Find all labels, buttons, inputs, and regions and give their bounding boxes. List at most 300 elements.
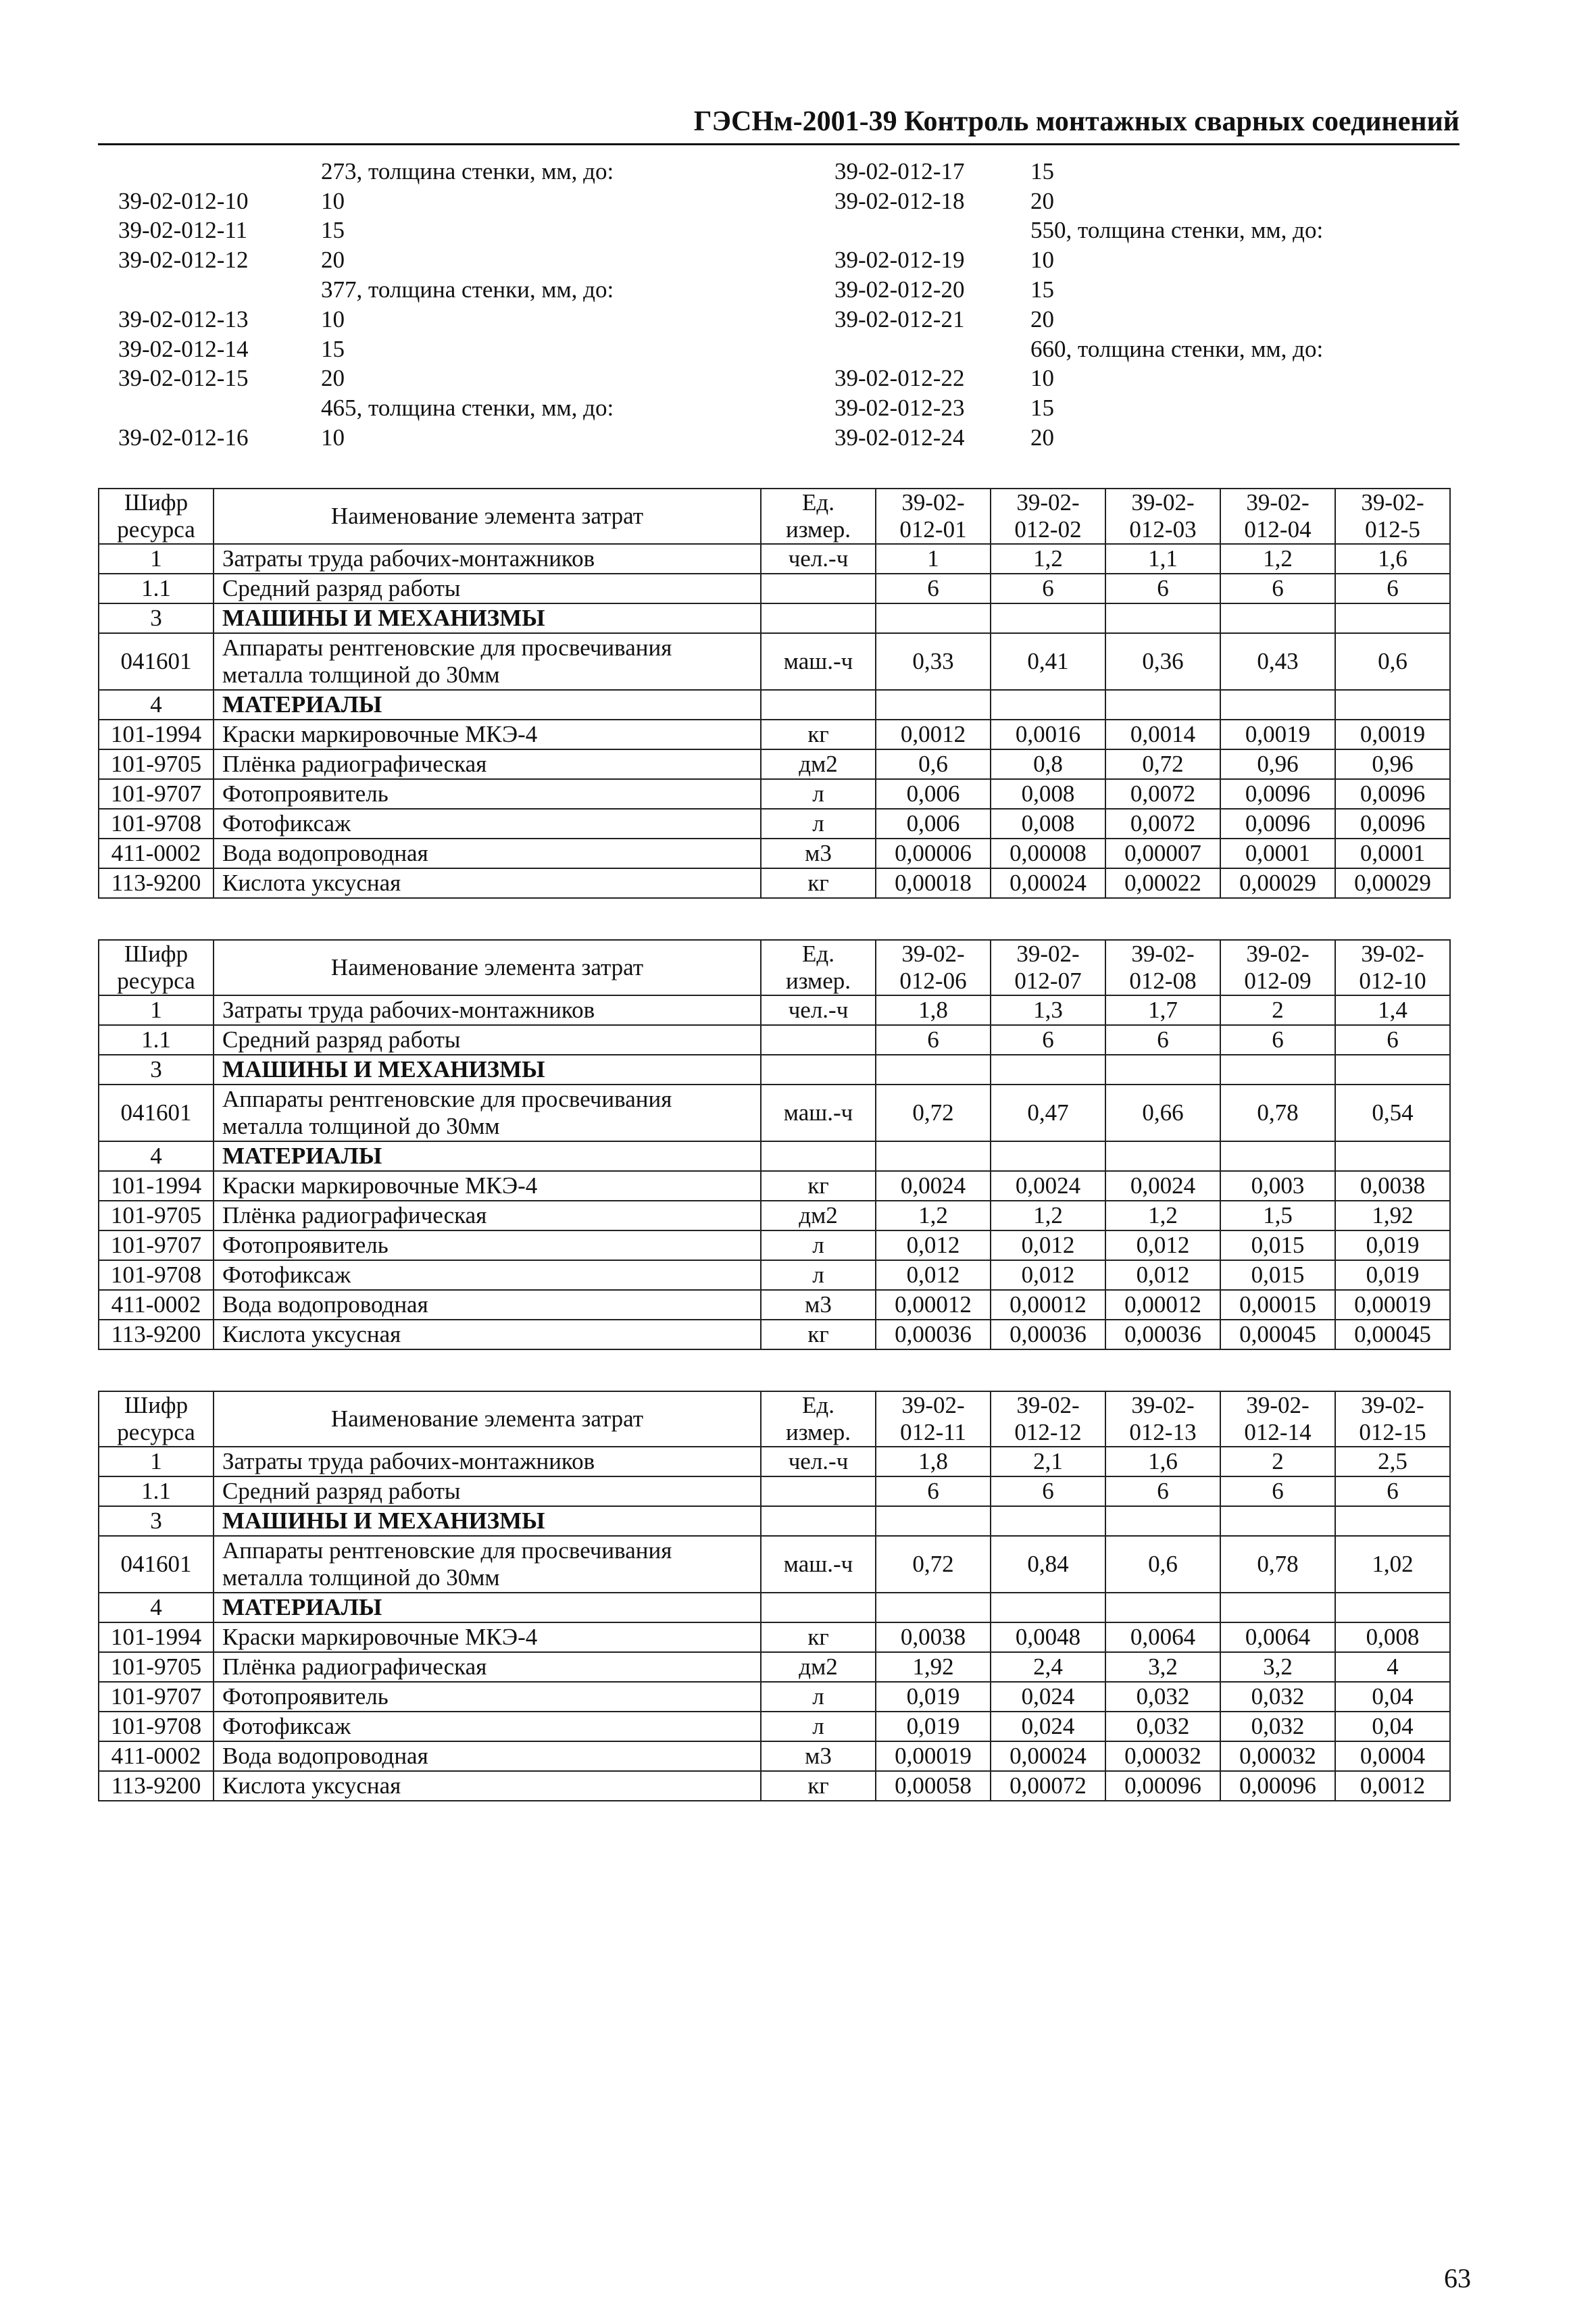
value-cell: 0,00045 (1220, 1320, 1335, 1349)
value-cell: 0,78 (1220, 1085, 1335, 1141)
resource-unit (761, 1141, 876, 1171)
code-list-cell: 15 (1030, 395, 1054, 422)
resource-name: МАТЕРИАЛЫ (214, 690, 761, 720)
value-cell (1335, 1593, 1450, 1622)
value-cell: 0,024 (991, 1712, 1105, 1741)
code-list-cell (834, 216, 1030, 246)
value-cell (1335, 603, 1450, 633)
resource-unit: кг (761, 720, 876, 749)
code-list-cell: 15 (1030, 276, 1054, 303)
table-row (99, 1741, 1450, 1771)
resource-code: 101-9708 (99, 1712, 214, 1741)
resource-code: 411-0002 (99, 1290, 214, 1320)
header-code-line1: Шифр (124, 1392, 189, 1418)
value-cell: 0,006 (876, 779, 991, 809)
value-cell: 0,6 (876, 749, 991, 779)
code-list-cell: 39-02-012-24 (834, 424, 965, 451)
value-cell (1220, 1141, 1335, 1171)
header-norm-code-line2: 012-5 (1365, 516, 1420, 543)
value-cell (1335, 1055, 1450, 1085)
resource-unit: маш.-ч (761, 1536, 876, 1593)
value-cell (991, 1593, 1105, 1622)
resource-code: 101-1994 (99, 1171, 214, 1201)
value-cell: 0,0096 (1335, 779, 1450, 809)
value-cell: 0,008 (991, 809, 1105, 839)
header-norm-code (1335, 489, 1450, 544)
value-cell (1335, 690, 1450, 720)
value-cell: 0,0019 (1220, 720, 1335, 749)
header-code-line2: ресурса (117, 516, 195, 543)
resource-name: Плёнка радиографическая (214, 1201, 761, 1230)
code-list-cell: 39-02-012-13 (118, 305, 249, 332)
header-unit-line2: измер. (786, 516, 851, 543)
header-norm-code (1220, 489, 1335, 544)
resource-code: 113-9200 (99, 1320, 214, 1349)
value-cell: 0,33 (876, 633, 991, 690)
value-cell: 0,0012 (1335, 1771, 1450, 1801)
value-cell (1105, 690, 1220, 720)
header-norm-code-line1: 39-02- (1131, 1392, 1195, 1418)
value-cell: 0,00019 (876, 1741, 991, 1771)
value-cell: 0,032 (1220, 1712, 1335, 1741)
value-cell (1335, 1506, 1450, 1536)
code-list-cell: 10 (321, 305, 345, 332)
header-name: Наименование элемента затрат (214, 1391, 761, 1447)
resource-code: 101-9705 (99, 1652, 214, 1682)
header-norm-code (1220, 940, 1335, 995)
resource-name: Кислота уксусная (214, 1771, 761, 1801)
code-list-row (118, 157, 1456, 186)
table-head (99, 940, 1450, 995)
resource-code: 101-9708 (99, 1260, 214, 1290)
header-row (99, 940, 1450, 995)
resource-name: Затраты труда рабочих-монтажников (214, 1447, 761, 1476)
value-cell (1105, 1055, 1220, 1085)
value-cell: 1,2 (1220, 544, 1335, 574)
value-cell: 2,1 (991, 1447, 1105, 1476)
resource-unit (761, 1506, 876, 1536)
value-cell: 0,00036 (876, 1320, 991, 1349)
value-cell: 1,6 (1105, 1447, 1220, 1476)
table-row (99, 1652, 1450, 1682)
value-cell: 6 (1335, 1025, 1450, 1055)
header-norm-code-line2: 012-11 (900, 1419, 966, 1445)
value-cell: 0,41 (991, 633, 1105, 690)
table-row (99, 1290, 1450, 1320)
value-cell (991, 603, 1105, 633)
resource-code: 101-9705 (99, 749, 214, 779)
table-head (99, 489, 1450, 544)
code-list-cell: 20 (1030, 305, 1054, 332)
resource-unit: л (761, 1712, 876, 1741)
header-norm-code-line1: 39-02- (1016, 489, 1080, 516)
value-cell: 0,47 (991, 1085, 1105, 1141)
header-norm-code-line1: 39-02- (1361, 1392, 1424, 1418)
value-cell: 0,84 (991, 1536, 1105, 1593)
header-norm-code-line1: 39-02- (1016, 1392, 1080, 1418)
resource-code: 101-1994 (99, 1622, 214, 1652)
value-cell: 3,2 (1105, 1652, 1220, 1682)
value-cell: 0,012 (991, 1260, 1105, 1290)
header-norm-code (876, 489, 991, 544)
header-unit-line1: Ед. (802, 489, 834, 516)
page-number: 63 (1444, 2263, 1471, 2293)
code-list-cell: 465, толщина стенки, мм, до: (321, 395, 614, 422)
code-list-cell: 20 (1030, 424, 1054, 451)
value-cell: 1,8 (876, 1447, 991, 1476)
code-list-cell: 39-02-012-12 (118, 247, 249, 274)
value-cell: 0,00029 (1220, 868, 1335, 898)
resource-code: 101-9705 (99, 1201, 214, 1230)
value-cell: 1,7 (1105, 995, 1220, 1025)
value-cell: 0,008 (1335, 1622, 1450, 1652)
header-norm-code-line1: 39-02- (1016, 941, 1080, 967)
value-cell: 0,96 (1335, 749, 1450, 779)
table-row (99, 603, 1450, 633)
value-cell: 1,6 (1335, 544, 1450, 574)
value-cell: 0,008 (991, 779, 1105, 809)
code-list-cell: 10 (1030, 247, 1054, 274)
value-cell: 2,4 (991, 1652, 1105, 1682)
resource-name: Аппараты рентгеновские для просвечивания металла толщиной до 30мм (214, 1536, 761, 1593)
resource-unit (761, 1055, 876, 1085)
value-cell: 0,019 (1335, 1260, 1450, 1290)
resource-code: 101-1994 (99, 720, 214, 749)
page-header: ГЭСНм-2001-39 Контроль монтажных сварных соединений (98, 101, 1460, 145)
value-cell: 0,72 (1105, 749, 1220, 779)
header-norm-code (991, 489, 1105, 544)
header-norm-code-line2: 012-13 (1129, 1419, 1197, 1445)
resource-code: 3 (99, 1506, 214, 1536)
value-cell: 6 (876, 574, 991, 603)
resource-name: Фотофиксаж (214, 1260, 761, 1290)
value-cell: 0,8 (991, 749, 1105, 779)
value-cell: 0,00008 (991, 839, 1105, 868)
header-norm-code (991, 940, 1105, 995)
header-norm-code-line1: 39-02- (901, 1392, 965, 1418)
resource-name: МАШИНЫ И МЕХАНИЗМЫ (214, 1506, 761, 1536)
header-norm-code (991, 1391, 1105, 1447)
table-row (99, 809, 1450, 839)
value-cell: 1,5 (1220, 1201, 1335, 1230)
value-cell (1105, 1141, 1220, 1171)
value-cell: 0,00022 (1105, 868, 1220, 898)
code-list-cell: 660, толщина стенки, мм, до: (1030, 335, 1324, 362)
resource-unit (761, 1476, 876, 1506)
table-row (99, 1447, 1450, 1476)
header-norm-code-line2: 012-06 (899, 968, 967, 994)
value-cell: 0,0096 (1335, 809, 1450, 839)
table-row (99, 839, 1450, 868)
resource-code: 101-9708 (99, 809, 214, 839)
value-cell: 0,012 (991, 1230, 1105, 1260)
header-norm-code-line2: 012-02 (1014, 516, 1082, 543)
table-row (99, 1025, 1450, 1055)
header-row (99, 1391, 1450, 1447)
value-cell (1220, 603, 1335, 633)
value-cell: 1,2 (876, 1201, 991, 1230)
code-list-row (118, 245, 1456, 275)
code-list-cell: 550, толщина стенки, мм, до: (1030, 217, 1324, 244)
header-code-line2: ресурса (117, 968, 195, 994)
value-cell: 3,2 (1220, 1652, 1335, 1682)
resource-unit: кг (761, 1320, 876, 1349)
resource-name: МАШИНЫ И МЕХАНИЗМЫ (214, 1055, 761, 1085)
header-norm-code-line1: 39-02- (1246, 489, 1310, 516)
value-cell: 0,0072 (1105, 779, 1220, 809)
code-list-cell (118, 275, 321, 305)
value-cell: 0,0038 (1335, 1171, 1450, 1201)
value-cell: 0,0024 (876, 1171, 991, 1201)
header-norm-code-line2: 012-04 (1244, 516, 1312, 543)
code-list-cell (834, 334, 1030, 364)
table-row (99, 779, 1450, 809)
value-cell (1220, 1506, 1335, 1536)
header-norm-code-line2: 012-09 (1244, 968, 1312, 994)
value-cell: 0,00006 (876, 839, 991, 868)
value-cell: 6 (1220, 1025, 1335, 1055)
table-row (99, 1536, 1450, 1593)
resource-unit: л (761, 779, 876, 809)
value-cell: 0,00036 (991, 1320, 1105, 1349)
header-code (99, 940, 214, 995)
table-row (99, 1260, 1450, 1290)
table-row (99, 1230, 1450, 1260)
value-cell: 6 (1220, 1476, 1335, 1506)
resource-unit: дм2 (761, 749, 876, 779)
value-cell: 0,0064 (1220, 1622, 1335, 1652)
value-cell: 1,92 (876, 1652, 991, 1682)
resource-unit (761, 1025, 876, 1055)
code-list-row (118, 305, 1456, 334)
resource-code: 1.1 (99, 1476, 214, 1506)
resource-code: 113-9200 (99, 868, 214, 898)
table-row (99, 1622, 1450, 1652)
value-cell: 6 (1105, 574, 1220, 603)
header-norm-code-line2: 012-15 (1359, 1419, 1426, 1445)
cost-table-3 (98, 1391, 1451, 1801)
resource-unit: чел.-ч (761, 1447, 876, 1476)
header-norm-code-line2: 012-08 (1129, 968, 1197, 994)
resource-name: Кислота уксусная (214, 1320, 761, 1349)
code-list-cell: 15 (321, 335, 345, 362)
header-unit-line1: Ед. (802, 1392, 834, 1418)
value-cell: 6 (876, 1476, 991, 1506)
code-list-cell: 39-02-012-15 (118, 365, 249, 392)
value-cell: 0,0016 (991, 720, 1105, 749)
table-body (99, 544, 1450, 898)
code-list-cell: 377, толщина стенки, мм, до: (321, 276, 614, 303)
resource-code: 411-0002 (99, 1741, 214, 1771)
resource-name: Аппараты рентгеновские для просвечивания металла толщиной до 30мм (214, 633, 761, 690)
code-list-cell: 39-02-012-19 (834, 247, 965, 274)
value-cell: 0,032 (1220, 1682, 1335, 1712)
resource-code: 041601 (99, 633, 214, 690)
value-cell: 0,00024 (991, 868, 1105, 898)
resource-name: Фотопроявитель (214, 1230, 761, 1260)
value-cell: 6 (1105, 1476, 1220, 1506)
value-cell: 0,36 (1105, 633, 1220, 690)
header-code (99, 489, 214, 544)
header-code (99, 1391, 214, 1447)
value-cell: 0,0001 (1220, 839, 1335, 868)
header-norm-code-line2: 012-10 (1359, 968, 1426, 994)
value-cell: 0,00058 (876, 1771, 991, 1801)
value-cell (876, 1593, 991, 1622)
value-cell: 6 (991, 1025, 1105, 1055)
table-row (99, 720, 1450, 749)
resource-unit (761, 690, 876, 720)
value-cell: 1,92 (1335, 1201, 1450, 1230)
resource-unit: м3 (761, 839, 876, 868)
resource-unit: кг (761, 868, 876, 898)
table-row (99, 1506, 1450, 1536)
header-unit (761, 1391, 876, 1447)
code-list-cell: 10 (321, 187, 345, 214)
header-unit-line2: измер. (786, 968, 851, 994)
resource-unit: л (761, 1230, 876, 1260)
code-list-cell: 39-02-012-22 (834, 365, 965, 392)
header-code-line1: Шифр (124, 489, 189, 516)
code-list-cell: 15 (321, 217, 345, 244)
value-cell: 1,8 (876, 995, 991, 1025)
code-list-table (118, 157, 1456, 453)
resource-unit: л (761, 1260, 876, 1290)
value-cell: 0,019 (876, 1712, 991, 1741)
table-head (99, 1391, 1450, 1447)
value-cell (876, 690, 991, 720)
value-cell: 0,0064 (1105, 1622, 1220, 1652)
resource-code: 1 (99, 544, 214, 574)
table-row (99, 1141, 1450, 1171)
code-list-cell: 39-02-012-20 (834, 276, 965, 303)
value-cell: 0,78 (1220, 1536, 1335, 1593)
header-norm-code (1105, 1391, 1220, 1447)
code-list-cell: 10 (321, 424, 345, 451)
resource-name: Кислота уксусная (214, 868, 761, 898)
code-list-cell: 39-02-012-23 (834, 395, 965, 422)
code-list-cell: 39-02-012-17 (834, 157, 965, 184)
value-cell: 0,00096 (1105, 1771, 1220, 1801)
resource-unit: чел.-ч (761, 995, 876, 1025)
value-cell: 0,00032 (1105, 1741, 1220, 1771)
header-norm-code-line1: 39-02- (1361, 941, 1424, 967)
value-cell (991, 690, 1105, 720)
resource-name: МАТЕРИАЛЫ (214, 1593, 761, 1622)
code-list-cell (118, 393, 321, 423)
resource-code: 113-9200 (99, 1771, 214, 1801)
table-body (99, 995, 1450, 1349)
value-cell: 0,0014 (1105, 720, 1220, 749)
resource-unit: дм2 (761, 1201, 876, 1230)
value-cell: 0,00024 (991, 1741, 1105, 1771)
resource-code: 041601 (99, 1536, 214, 1593)
resource-name: Затраты труда рабочих-монтажников (214, 995, 761, 1025)
value-cell: 6 (1105, 1025, 1220, 1055)
resource-name: Краски маркировочные МКЭ-4 (214, 720, 761, 749)
value-cell: 0,0048 (991, 1622, 1105, 1652)
value-cell: 0,0096 (1220, 809, 1335, 839)
resource-name: Краски маркировочные МКЭ-4 (214, 1622, 761, 1652)
resource-name: МАШИНЫ И МЕХАНИЗМЫ (214, 603, 761, 633)
header-norm-code-line1: 39-02- (1246, 941, 1310, 967)
code-list-cell: 20 (321, 365, 345, 392)
value-cell: 1,2 (1105, 1201, 1220, 1230)
value-cell: 0,012 (876, 1230, 991, 1260)
value-cell: 1,2 (991, 1201, 1105, 1230)
header-norm-code (1335, 940, 1450, 995)
value-cell (1105, 603, 1220, 633)
resource-unit: кг (761, 1622, 876, 1652)
value-cell: 0,0019 (1335, 720, 1450, 749)
value-cell: 0,00015 (1220, 1290, 1335, 1320)
header-norm-code-line1: 39-02- (901, 489, 965, 516)
resource-code: 1 (99, 1447, 214, 1476)
resource-name: Фотофиксаж (214, 1712, 761, 1741)
value-cell: 0,00012 (991, 1290, 1105, 1320)
code-list-cell: 273, толщина стенки, мм, до: (321, 157, 614, 184)
resource-unit: маш.-ч (761, 633, 876, 690)
value-cell (991, 1506, 1105, 1536)
value-cell: 0,006 (876, 809, 991, 839)
resource-unit (761, 1593, 876, 1622)
value-cell (991, 1055, 1105, 1085)
value-cell (1220, 690, 1335, 720)
resource-code: 1.1 (99, 1025, 214, 1055)
value-cell: 0,43 (1220, 633, 1335, 690)
table-row (99, 1085, 1450, 1141)
table-row (99, 633, 1450, 690)
value-cell: 2,5 (1335, 1447, 1450, 1476)
value-cell: 6 (1335, 1476, 1450, 1506)
header-norm-code (876, 1391, 991, 1447)
value-cell: 0,0096 (1220, 779, 1335, 809)
resource-unit: л (761, 809, 876, 839)
header-norm-code (1105, 489, 1220, 544)
code-list-cell: 15 (1030, 157, 1054, 184)
value-cell: 0,04 (1335, 1682, 1450, 1712)
code-list-cell: 39-02-012-11 (118, 217, 248, 244)
code-list-cell: 39-02-012-14 (118, 335, 249, 362)
code-list-cell: 20 (321, 247, 345, 274)
header-norm-code-line1: 39-02- (901, 941, 965, 967)
value-cell: 0,00007 (1105, 839, 1220, 868)
header-row (99, 489, 1450, 544)
table-row (99, 1771, 1450, 1801)
header-norm-code-line2: 012-01 (899, 516, 967, 543)
resource-name: Вода водопроводная (214, 839, 761, 868)
value-cell: 0,032 (1105, 1712, 1220, 1741)
code-list-row (118, 334, 1456, 364)
value-cell: 0,00029 (1335, 868, 1450, 898)
value-cell: 1 (876, 544, 991, 574)
value-cell: 6 (1220, 574, 1335, 603)
table-row (99, 690, 1450, 720)
value-cell: 1,02 (1335, 1536, 1450, 1593)
resource-code: 101-9707 (99, 779, 214, 809)
value-cell: 0,024 (991, 1682, 1105, 1712)
resource-code: 4 (99, 1141, 214, 1171)
header-name: Наименование элемента затрат (214, 489, 761, 544)
cost-table-1 (98, 488, 1451, 899)
table-row (99, 1055, 1450, 1085)
header-norm-code (1335, 1391, 1450, 1447)
value-cell (1105, 1593, 1220, 1622)
value-cell: 2 (1220, 1447, 1335, 1476)
resource-name: Затраты труда рабочих-монтажников (214, 544, 761, 574)
value-cell (876, 1055, 991, 1085)
resource-code: 411-0002 (99, 839, 214, 868)
